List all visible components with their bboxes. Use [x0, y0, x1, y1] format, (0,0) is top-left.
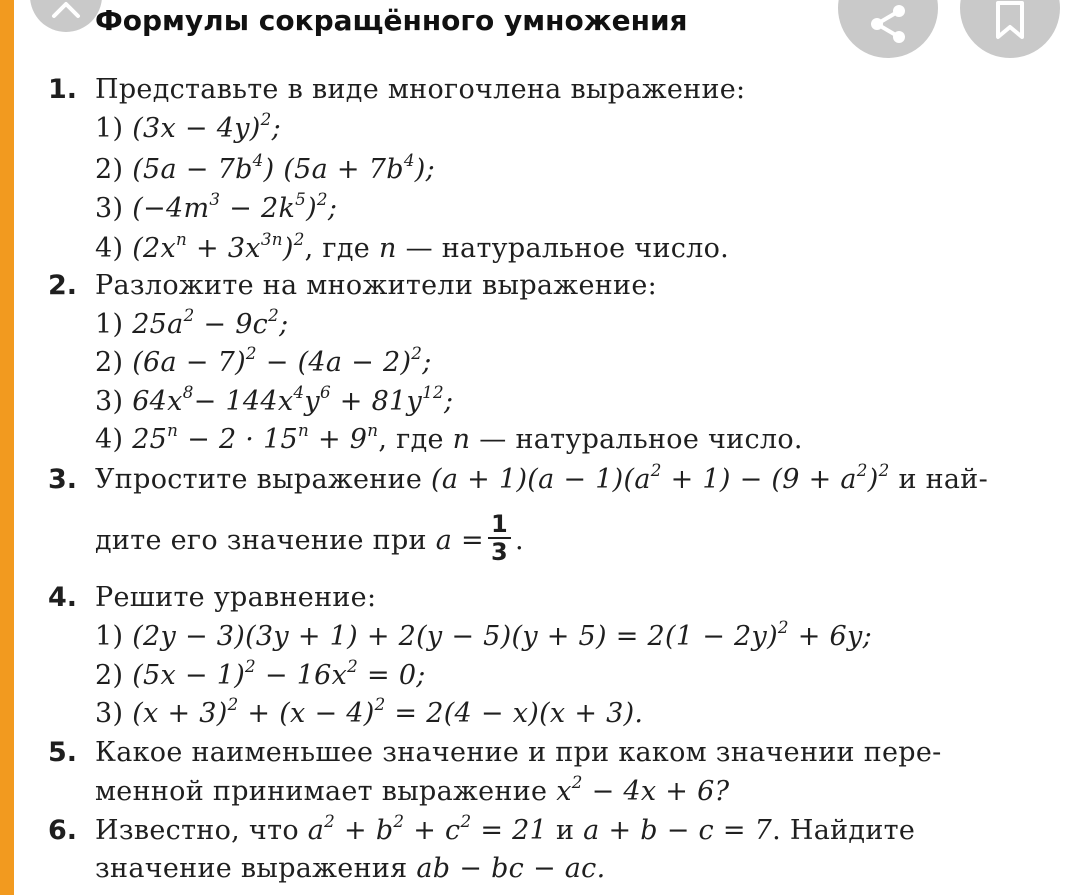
task-number: 3. [48, 464, 78, 495]
expression: $(2y - 3)(3y + 1) + 2(y - 5)(y + 5) = 2(1 - 2y)^2 + 6y$; [132, 616, 872, 652]
back-button[interactable] [30, 0, 102, 32]
prompt-text: . Найдите [772, 815, 916, 846]
chevron-up-icon [46, 0, 86, 30]
note: — натуральное число. [479, 424, 803, 455]
fraction [488, 511, 511, 565]
task-prompt: Решите уравнение: [95, 582, 377, 613]
task-prompt-line2: дите его значение при a = $\frac{1}{3}$ . [95, 509, 524, 566]
prompt-text: и [555, 815, 575, 846]
prompt-text: менной принимает выражение [95, 776, 548, 807]
share-icon [863, 0, 913, 49]
task-item [95, 655, 426, 694]
task-prompt: Какое наименьшее значение и при каком значении пере- [95, 737, 942, 768]
task-number: 6. [48, 815, 78, 846]
task-prompt [95, 810, 916, 849]
task-number: 4. [48, 582, 78, 613]
expression: $x^2 - 4x + 6$? [556, 771, 730, 807]
expression: ab − bc − ac. [416, 853, 606, 884]
task-item [95, 149, 435, 188]
expression: a = [435, 525, 484, 556]
item-label: 3) [95, 193, 124, 224]
expression: $(5a - 7b^4)$ $(5a + 7b^4)$; [132, 149, 435, 185]
task-prompt-line2 [95, 851, 605, 887]
prompt-text: дите его значение при [95, 525, 427, 556]
item-label: 2) [95, 154, 124, 185]
item-label: 4) [95, 424, 124, 455]
item-label: 2) [95, 347, 124, 378]
expression: $64x^8- 144x^4y^6 + 81y^{12}$; [132, 381, 454, 417]
variable: n [452, 424, 471, 455]
note: , где [378, 424, 444, 455]
task-item [95, 108, 281, 147]
expression: $25a^2 - 9c^2$; [132, 304, 289, 340]
task-prompt [95, 459, 989, 498]
item-label: 4) [95, 233, 124, 264]
expression: $25^n - 2 \cdot 15^n + 9^n$ [132, 419, 379, 455]
task-item [95, 188, 338, 227]
item-label: 2) [95, 660, 124, 691]
prompt-text: значение выражения [95, 853, 408, 884]
task-prompt: Разложите на множители выражение: [95, 270, 657, 301]
save-button[interactable] [960, 0, 1060, 58]
prompt-text: Упростите выражение [95, 464, 423, 495]
task-prompt: Представьте в виде многочлена выражение: [95, 74, 746, 105]
expression: $(-4m^3 - 2k^5)^2$; [132, 188, 338, 224]
variable: n [378, 233, 397, 264]
task-item [95, 616, 872, 655]
task-number: 5. [48, 737, 78, 768]
expression: $(2x^n + 3x^{3n})^2$ [132, 228, 305, 264]
prompt-text: и най- [898, 464, 989, 495]
task-number: 2. [48, 270, 78, 301]
item-label: 1) [95, 309, 124, 340]
task-number: 1. [48, 74, 78, 105]
item-label: 3) [95, 698, 124, 729]
item-label: 1) [95, 113, 124, 144]
expression: a + b − c = 7 [583, 815, 773, 846]
share-button[interactable] [838, 0, 938, 58]
expression: $(5x - 1)^2 - 16x^2 = 0$; [132, 655, 426, 691]
task-item [95, 304, 289, 343]
fraction-denominator: 3 [490, 537, 508, 566]
task-item [95, 342, 432, 381]
task-item [95, 419, 803, 458]
bookmark-icon [988, 0, 1032, 47]
task-item [95, 693, 644, 732]
item-label: 3) [95, 386, 124, 417]
prompt-text: Известно, что [95, 815, 299, 846]
expression: $(6a - 7)^2 - (4a - 2)^2$; [132, 342, 432, 378]
expression: $(x + 3)^2 + (x - 4)^2 = 2(4 - x)(x + 3)$. [132, 693, 644, 729]
note: — натуральное число. [405, 233, 730, 264]
expression: $(3x - 4y)^2$; [132, 108, 281, 144]
expression: $(a + 1)(a - 1)(a^2 + 1) - (9 + a^2)^2$ [431, 459, 890, 495]
task-prompt-line2 [95, 771, 730, 810]
task-item [95, 381, 454, 420]
accent-bar [0, 0, 14, 895]
page-title: Формулы сокращённого умножения [95, 4, 688, 37]
note: , где [304, 233, 371, 264]
item-label: 1) [95, 621, 124, 652]
fraction-numerator: 1 [488, 511, 511, 539]
expression: $a^2 + b^2 + c^2 = 21$ [307, 810, 548, 846]
task-item [95, 228, 730, 267]
